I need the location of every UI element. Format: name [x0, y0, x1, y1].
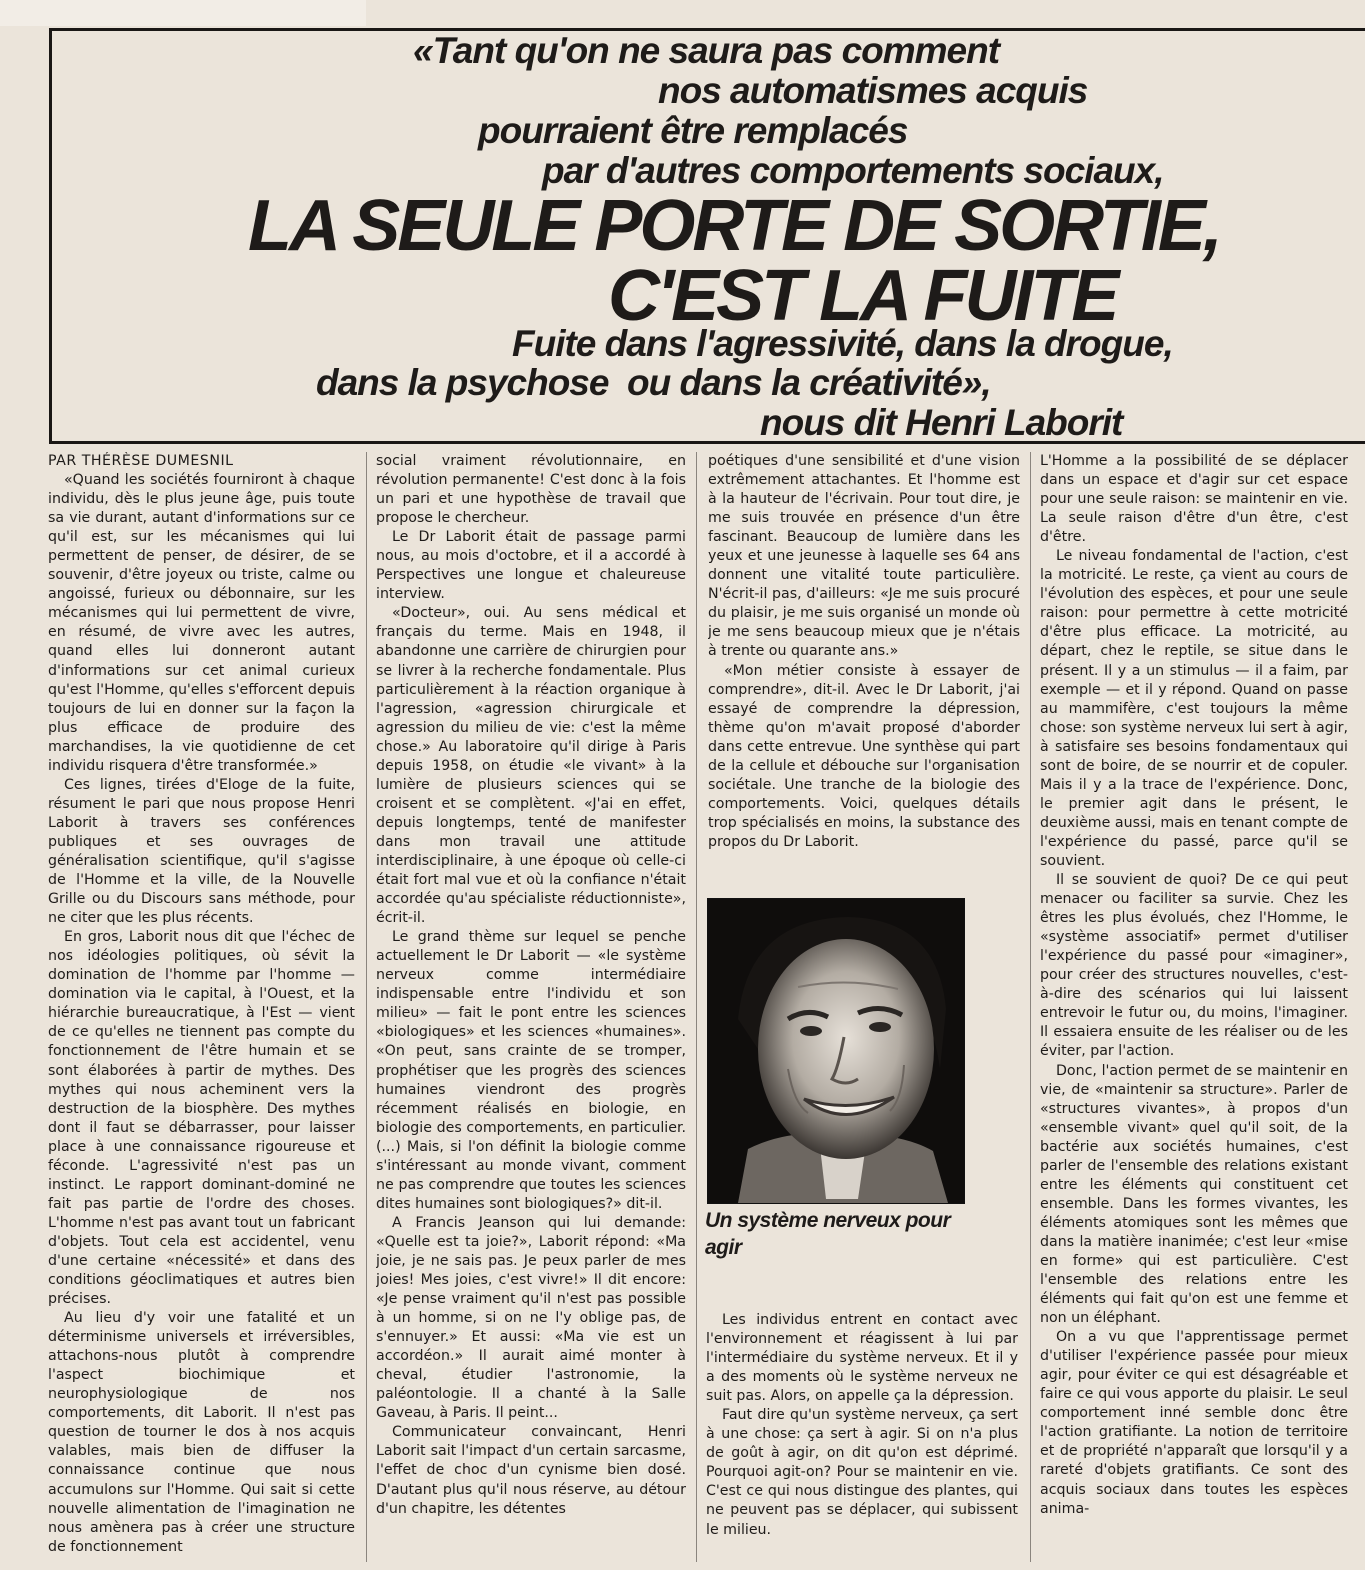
column-rule-1 — [366, 452, 367, 1562]
paragraph: Communicateur convaincant, Henri Laborit sait l'impact d'un certain sarcasme, l'effet de choc d'un cynisme bien dosé. D'autant plus qu'il nous réserve, au détour d'un chapitre, les détentes — [376, 1424, 686, 1517]
paragraph: En gros, Laborit nous dit que l'échec de nos idéologies politiques, où sévit la domination de l'homme par l'homme — domination via le capital, à l'Ouest, et la hiérarchie bureaucratique, à l'Est — vient de ce qu'elles ne tiennent pas compte du fonctionnement de l'être humain et se sont élaborées à partir de mythes. Des mythes qui nous acheminent vers la destruction de la biosphère. Des mythes dont il faut se débarrasser, pour laisser place à une connaissance rigoureuse et féconde. L'agressivité n'est pas un instinct. Le rapport dominant-dominé ne fait pas partie de l'ordre des choses. L'homme n'est pas avant tout un fabricant d'objets. Tout cela est accidentel, venu d'une certaine «nécessité» et dans des conditions géoclimatiques et autres bien précises. — [48, 929, 355, 1308]
paragraph: «Quand les sociétés fourniront à chaque individu, dès le plus jeune âge, puis toute sa vie durant, autant d'informations sur ce qu'il est, sur les mécanismes qui lui permettent de penser, de désirer, de se souvenir, d'être joyeux ou triste, calme ou angoissé, furieux ou débonnaire, sur les mécanismes qui lui permettent de vivre, en résumé, de vivre avec les autres, quand elles lui donneront autant d'informations sur cet animal curieux qu'est l'Homme, qu'elles s'efforcent depuis toujours de lui en donner sur la façon la plus efficace de produire des marchandises, la vie quotidienne de cet individu risquera d'être transformée.» — [48, 472, 355, 774]
paragraph: Le grand thème sur lequel se penche actuellement le Dr Laborit — «le système nerveux comme intermédiaire indispensable entre l'individu et son milieu» — fait le pont entre les sciences «biologiques» et les sciences «humaines». «On peut, sans crainte de se tromper, prophétiser que les progrès des sciences humaines viendront des progrès récemment réalisés en biologie, en biologie des comportements, en particulier. (...) Mais, si l'on définit la biologie comme s'intéressant au monde vivant, comment ne pas comprendre que toutes les sciences dites humaines sont biologiques?» dit-il. — [376, 929, 686, 1212]
paragraph: Donc, l'action permet de se maintenir en vie, de «maintenir sa structure». Parler de «structures vivantes», à propos d'un «ensemble vivant» quel qu'il soit, de la bactérie aux sociétés humaines, c'est parler de l'ensemble des relations existant entre les éléments qui constituent cet ensemble. Dans les formes vivantes, les éléments atomiques sont les mêmes que dans la matière inanimée; c'est leur «mise en forme» qui est particulière. C'est l'ensemble des relations entre les éléments qui fait qu'on est une femme et non un éléphant. — [1040, 1062, 1348, 1327]
paragraph: L'Homme a la possibilité de se déplacer dans un espace et d'agir sur cet espace pour une seule raison: se maintenir en vie. La seule raison d'être d'un être, c'est d'être. — [1040, 453, 1348, 546]
article-column-2 — [376, 452, 686, 1562]
page-corner-tab — [0, 0, 366, 26]
headline-title-line-2: C'EST LA FUITE — [608, 256, 1117, 336]
paragraph: «Mon métier consiste à essayer de comprendre», dit-il. Avec le Dr Laborit, j'ai essayé de comprendre la dépression, thème qu'on m'avait proposé d'aborder dans cette entrevue. Une synthèse qui part de la cellule et débouche sur l'organisation sociétale. Une tranche de la biologie des comportements. Voici, quelques détails trop spécialisés en moins, la substance des propos du Dr Laborit. — [708, 662, 1020, 850]
paragraph: Au lieu d'y voir une fatalité et un déterminisme universels et irréversibles, attachons-nous plutôt à comprendre l'aspect biochimique et neurophysiologique de nos comportements, dit Laborit. Il n'est pas question de tourner le dos à nos acquis valables, mais bien de diffuser la connaissance continue que nous accumulons sur l'Homme. Qui sait si cette nouvelle alimentation de l'imagination ne nous amènera pas à créer une structure de fonctionnement — [48, 1310, 355, 1555]
paragraph: Le Dr Laborit était de passage parmi nous, au mois d'octobre, et il a accordé à Perspectives une longue et chaleureuse interview. — [376, 529, 686, 603]
byline: PAR THÉRÈSE DUMESNIL — [48, 453, 234, 469]
headline-quote-line-1: «Tant qu'on ne saura pas comment — [413, 30, 1000, 71]
paragraph: «Docteur», oui. Au sens médical et français du terme. Mais en 1948, il abandonne une carrière de chirurgien pour se livrer à la recherche fondamentale. Plus particulièrement à la réaction organique à l'agression, «agression chirurgicale et agression du milieu de vie: c'est la même chose.» Au laboratoire qu'il dirige à Paris depuis 1958, on étudie «le vivant» à la lumière de plusieurs sciences qui se croisent et se complètent. «J'ai en effet, depuis longtemps, tenté de manifester dans mon travail une attitude interdisciplinaire, à une époque où celle-ci était fort mal vue et où la confiance n'était accordée qu'au spécialiste réductionniste», écrit-il. — [376, 605, 686, 927]
article-column-3-bottom — [706, 1311, 1018, 1561]
paragraph: poétiques d'une sensibilité et d'une vision extrêmement attachantes. Et l'homme est à la hauteur de l'écrivain. Pour tout dire, je me suis trouvée en présence d'un être fascinant. Beaucoup de lumière dans les yeux et une jeunesse à laquelle ses 64 ans donnent une vitalité toute particulière. N'écrit-il pas, d'ailleurs: «Je me suis procuré du plaisir, je me suis organisé un monde où je me sens beaucoup mieux que je n'étais à trente ou quarante ans.» — [708, 453, 1020, 660]
portrait-photo-illustration — [708, 899, 964, 1203]
portrait-photo — [707, 898, 965, 1204]
paragraph: social vraiment révolutionnaire, en révolution permanente! C'est donc à la fois un pari et une hypothèse de travail que propose le chercheur. — [376, 453, 686, 527]
column-rule-2 — [696, 452, 697, 1562]
paragraph: Faut dire qu'un système nerveux, ça sert à une chose: ça sert à agir. Si on n'a plus de goût à agir, on dit qu'on est déprimé. Pourquoi agit-on? Pour se maintenir en vie. C'est ce qui nous distingue des plantes, qui ne peuvent pas se déplacer, qui subissent le milieu. — [706, 1407, 1018, 1538]
paragraph: A Francis Jeanson qui lui demande: «Quelle est ta joie?», Laborit répond: «Ma joie, je ne sais pas. Je peux parler de mes joies! Mes joies, c'est vivre!» Il dit encore: «Je pense vraiment qu'il n'est pas possible à un homme, si on ne l'y oblige pas, de s'ennuyer.» Et aussi: «Ma vie est un accordéon.» Il aurait aimé monter à cheval, étudier l'astronomie, la paléontologie. Il a chanté à la Salle Gaveau, à Paris. Il peint... — [376, 1214, 686, 1422]
headline-quote-line-3: pourraient être remplacés — [478, 110, 908, 151]
headline-subtitle-line-1: Fuite dans l'agressivité, dans la drogue, — [512, 323, 1173, 364]
headline-quote-line-4: par d'autres comportements sociaux, — [542, 150, 1164, 191]
article-column-4 — [1040, 452, 1348, 1562]
article-column-1 — [48, 452, 355, 1562]
headline-quote-line-2: nos automatismes acquis — [658, 70, 1088, 111]
photo-caption: Un système nerveux pour agir — [705, 1209, 951, 1259]
paragraph: Il se souvient de quoi? De ce qui peut menacer ou faciliter sa survie. Chez les êtres les plus évolués, chez l'Homme, le «système associatif» permet d'utiliser l'expérience du passé pour «imaginer», pour créer des structures nouvelles, c'est-à-dire des scénarios qui lui laissent entrevoir le futur ou, du moins, l'imaginer. Il essaiera ensuite de les réaliser ou de les éviter, par l'action. — [1040, 872, 1348, 1060]
headline-subtitle-line-3: nous dit Henri Laborit — [760, 402, 1123, 443]
headline-title-line-1: LA SEULE PORTE DE SORTIE, — [248, 186, 1220, 266]
headline-subtitle-line-2: dans la psychose ou dans la créativité», — [316, 362, 991, 403]
column-rule-3 — [1030, 452, 1031, 1562]
article-column-3-top — [708, 452, 1020, 892]
paragraph: Les individus entrent en contact avec l'environnement et réagissent à lui par l'intermédiaire du système nerveux. Et il y a des moments où le système nerveux ne suit pas. Alors, on appelle ça la dépression. — [706, 1312, 1018, 1405]
paragraph: On a vu que l'apprentissage permet d'utiliser l'expérience passée pour mieux agir, pour éviter ce qui est désagréable et faire ce qui vous apporte du plaisir. Le seul comportement inné semble donc être l'action gratifiante. La notion de territoire et de propriété n'apparaît que lorsqu'il y a rareté d'objets gratifiants. Ce sont des acquis sociaux dans toutes les espèces anima- — [1040, 1329, 1348, 1517]
paragraph: Ces lignes, tirées d'Eloge de la fuite, résument le pari que nous propose Henri Laborit à travers ses conférences publiques et ses ouvrages de généralisation scientifique, qu'il s'agisse de l'Homme et la ville, de la Nouvelle Grille ou du Discours sans méthode, pour ne citer que les plus récents. — [48, 776, 355, 927]
paragraph: Le niveau fondamental de l'action, c'est la motricité. Le reste, ça vient au cours de l'évolution des espèces, et pour une seule raison: pour permettre à cette motricité d'être plus efficace. La motricité, au départ, chez le reptile, se situe dans le présent. Il y a un stimulus — il a faim, par exemple — et il y répond. Quand on passe au mammifère, c'est toujours la même chose: son système nerveux lui sert à agir, à satisfaire ses besoins fondamentaux qui sont de boire, de se nourrir et de copuler. Mais il y a la trace de l'expérience. Donc, le premier agit dans le présent, le deuxième aussi, mais en tenant compte de l'expérience du passé, parce qu'il se souvient. — [1040, 548, 1348, 869]
